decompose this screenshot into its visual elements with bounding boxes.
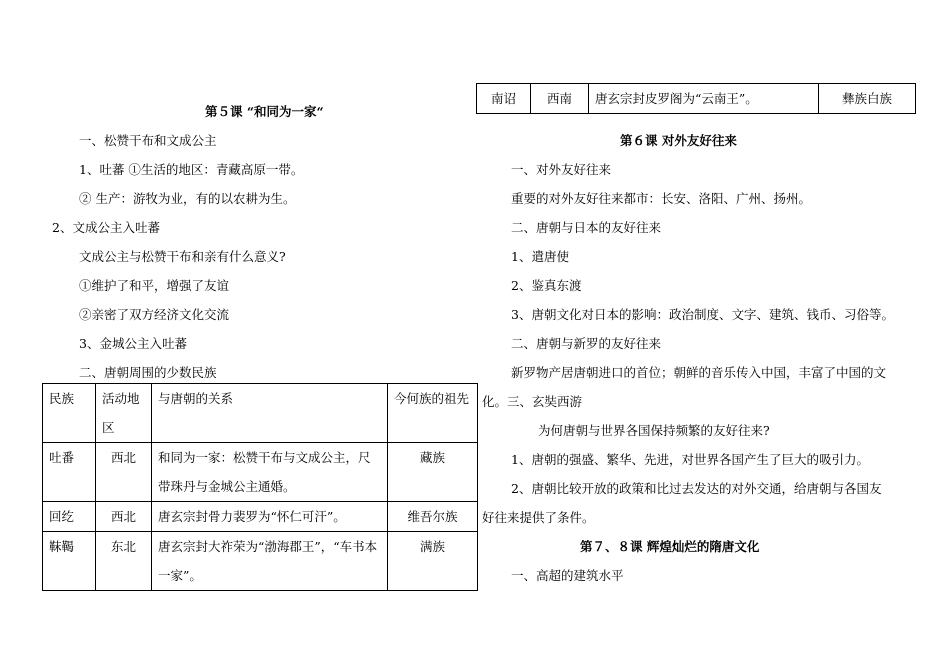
table-cell: 满族 [388, 532, 478, 591]
table-cell: 西南 [531, 84, 589, 114]
table-cell: 藏族 [388, 443, 478, 502]
text-line: 3、唐朝文化对日本的影响：政治制度、文字、建筑、钱币、习俗等。 [511, 307, 894, 322]
table-cell: 唐玄宗封大祚荣为“渤海郡王”，“车书本一家”。 [152, 532, 388, 591]
ethnic-groups-table [42, 383, 478, 591]
table-cell: 西北 [96, 443, 152, 502]
table-header: 民族 [43, 384, 96, 443]
section-heading: 一、高超的建筑水平 [511, 568, 624, 583]
table-cell: 东北 [96, 532, 152, 591]
table-cell: 唐玄宗封皮罗阁为“云南王”。 [589, 84, 819, 114]
nanzhao-table-row [476, 83, 916, 114]
table-cell: 回纥 [43, 502, 96, 532]
table-header-row [43, 384, 478, 443]
text-line: 3、金城公主入吐蕃 [79, 336, 187, 351]
table-row [43, 532, 478, 591]
text-line: 好往来提供了条件。 [482, 510, 595, 525]
text-line: 2、鉴真东渡 [511, 278, 582, 293]
text-line: ②亲密了双方经济文化交流 [79, 307, 230, 322]
table-cell: 南诏 [477, 84, 531, 114]
lesson78-title: 第７、８课 辉煌灿烂的隋唐文化 [580, 539, 760, 554]
text-line: 1、遣唐使 [511, 249, 569, 264]
section-heading: 一、松赞干布和文成公主 [79, 133, 217, 148]
table-header: 活动地区 [96, 384, 152, 443]
text-line: 1、吐蕃 ①生活的地区：青藏高原一带。 [79, 162, 304, 177]
table-cell: 吐番 [43, 443, 96, 502]
section-heading: 二、唐朝与日本的友好往来 [511, 220, 662, 235]
text-line: 2、文成公主入吐蕃 [52, 220, 160, 235]
text-line: 重要的对外友好往来都市：长安、洛阳、广州、扬州。 [511, 191, 812, 206]
question-line: 文成公主与松赞干布和亲有什么意义? [79, 249, 286, 264]
section-heading: 一、对外友好往来 [511, 162, 612, 177]
question-line: 为何唐朝与世界各国保持频繁的友好往来? [538, 423, 770, 438]
text-line: 新罗物产居唐朝进口的首位；朝鲜的音乐传入中国，丰富了中国的文 [511, 365, 887, 380]
lesson5-title: 第５课 “和同为一家“ [205, 104, 324, 119]
table-cell: 彝族白族 [819, 84, 916, 114]
text-line: 化。三、玄奘西游 [482, 394, 583, 409]
table-cell: 维吾尔族 [388, 502, 478, 532]
text-line: 2、唐朝比较开放的政策和比过去发达的对外交通，给唐朝与各国友 [511, 481, 882, 496]
table-cell: 唐玄宗封骨力裴罗为“怀仁可汗”。 [152, 502, 388, 532]
text-line: 1、唐朝的强盛、繁华、先进，对世界各国产生了巨大的吸引力。 [511, 452, 869, 467]
table-header: 今何族的祖先 [388, 384, 478, 443]
table-header: 与唐朝的关系 [152, 384, 388, 443]
table-cell: 和同为一家：松赞干布与文成公主，尺带珠丹与金城公主通婚。 [152, 443, 388, 502]
table-row [43, 443, 478, 502]
table-cell: 靺鞨 [43, 532, 96, 591]
text-line: ①维护了和平，增强了友谊 [79, 278, 230, 293]
section-heading: 二、唐朝与新罗的友好往来 [511, 336, 662, 351]
text-line: ② 生产：游牧为业，有的以农耕为生。 [79, 191, 296, 206]
table-cell: 西北 [96, 502, 152, 532]
table-row [477, 84, 916, 114]
section-heading: 二、唐朝周围的少数民族 [79, 365, 217, 380]
lesson6-title: 第６课 对外友好往来 [620, 133, 737, 148]
table-row [43, 502, 478, 532]
